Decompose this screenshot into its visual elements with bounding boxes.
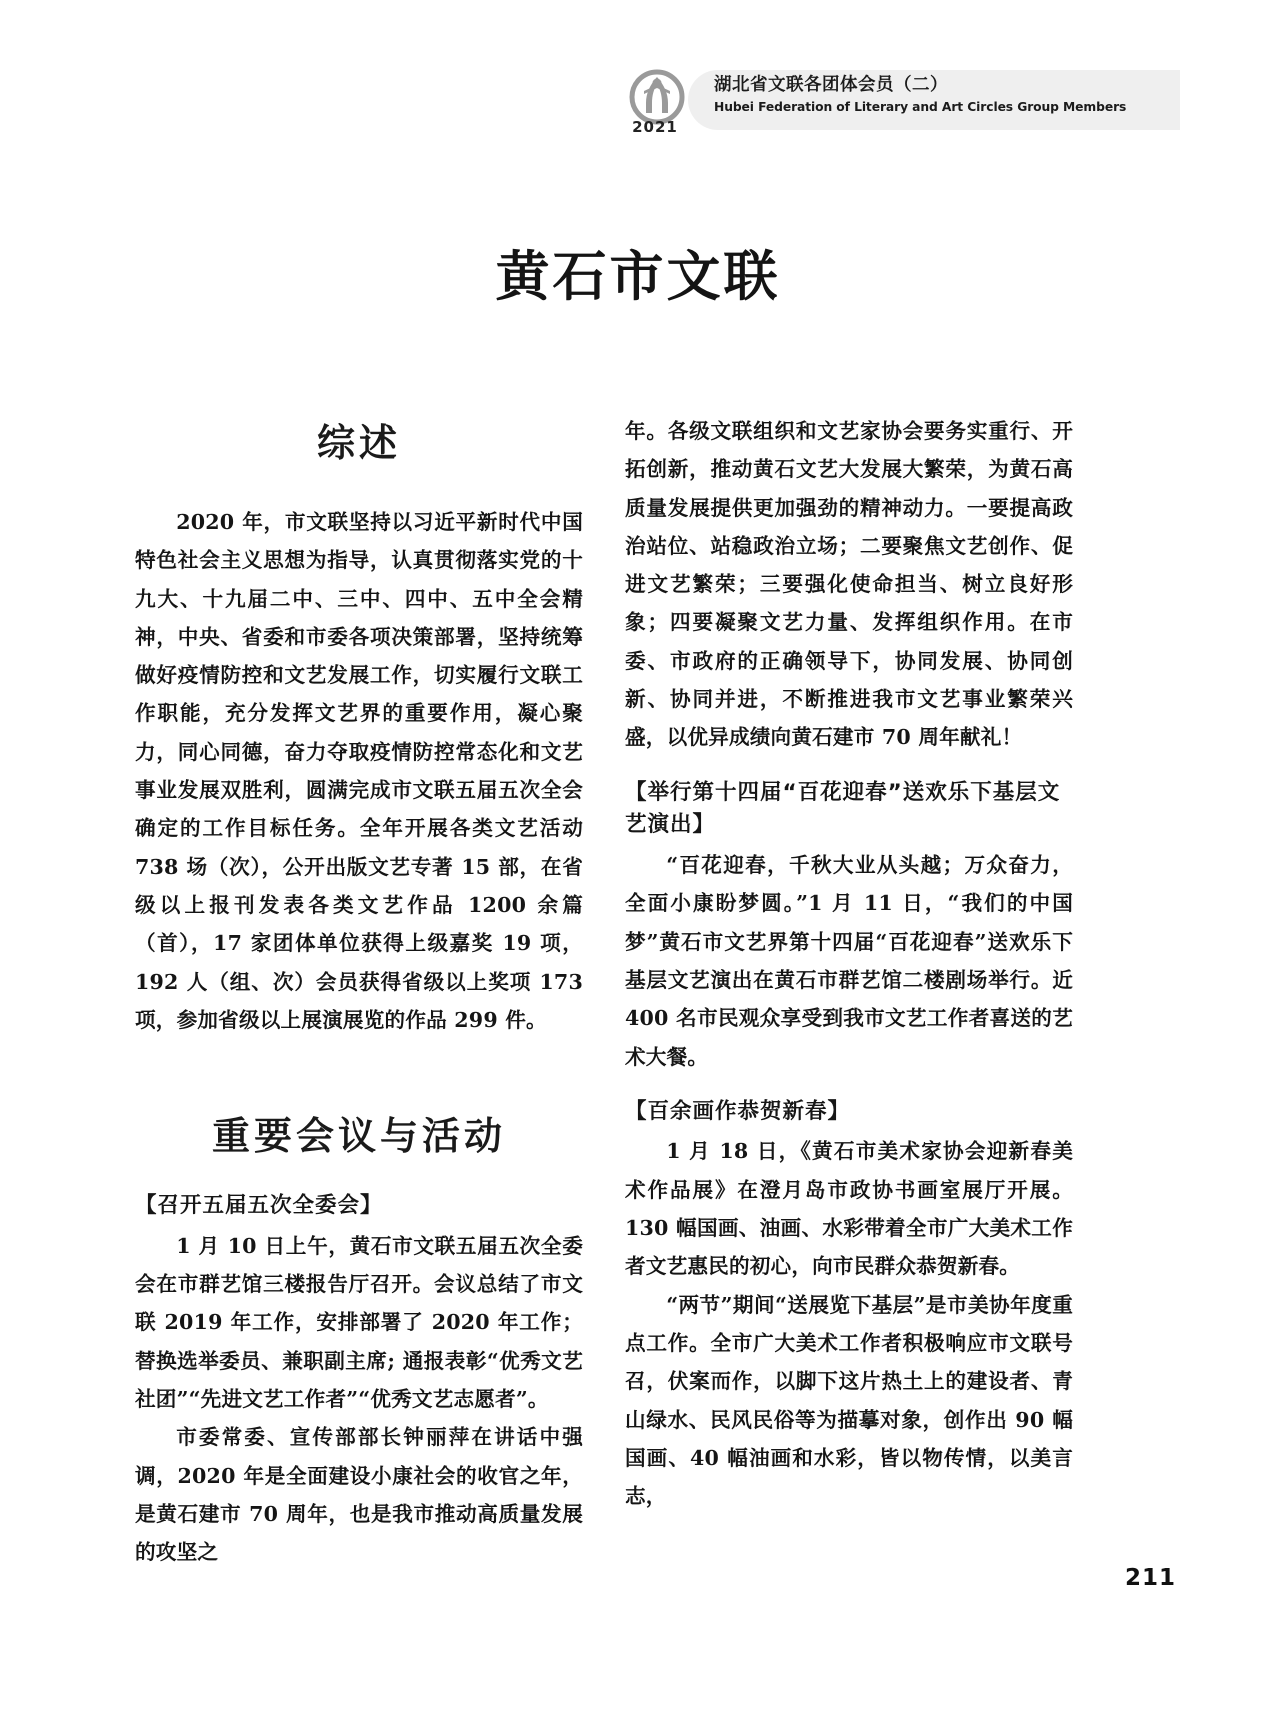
paintings-paragraph-2: “两节”期间“送展览下基层”是市美协年度重点工作。全市广大美术工作者积极响应市文联号召，伏案而作，以脚下这片热土上的建设者、青山绿水、民风民俗等为描摹对象，创作出 90 幅国画、40 幅油画和水彩，皆以物传情，以美言志， [625, 1292, 1073, 1509]
subsection-heading-plenary: 【召开五届五次全委会】 [135, 1193, 383, 1219]
right-column [625, 412, 1073, 1515]
body-columns [0, 412, 1276, 1565]
header-title-cn: 湖北省文联各团体会员（二） [714, 75, 948, 95]
left-column [135, 412, 583, 1572]
subsection-heading-performance: 【举行第十四届“百花迎春”送欢乐下基层文艺演出】 [625, 779, 1061, 838]
section-heading-overview: 综述 [316, 421, 401, 465]
running-header-text [714, 75, 1174, 114]
continued-paragraph: 年。各级文联组织和文艺家协会要务实重行、开拓创新，推动黄石文艺大发展大繁荣，为黄石高质量发展提供更加强劲的精神动力。一要提高政治站位、站稳政治立场；二要聚焦文艺创作、促进文艺繁荣；三要强化使命担当、树立良好形象；四要凝聚文艺力量、发挥组织作用。在市委、市政府的正确领导下，协同发展、协同创新、协同并进，不断推进我市文艺事业繁荣兴盛，以优异成绩向黄石建市 70 周年献礼！ [625, 419, 1073, 750]
meeting-paragraph-2: 市委常委、宣传部部长钟丽萍在讲话中强调，2020 年是全面建设小康社会的收官之年，是黄石建市 70 周年，也是我市推动高质量发展的攻坚之 [135, 1425, 583, 1565]
overview-paragraph: 2020 年，市文联坚持以习近平新时代中国特色社会主义思想为指导，认真贯彻落实党的十九大、十九届二中、三中、四中、五中全会精神，中央、省委和市委各项决策部署，坚持统筹做好疫情防控和文艺发展工作，切实履行文联工作职能，充分发挥文艺界的重要作用，凝心聚力，同心同德，奋力夺取疫情防控常态化和文艺事业发展双胜利，圆满完成市文联五届五次全会确定的工作目标任务。全年开展各类文艺活动 738 场（次），公开出版文艺专著 15 部，在省级以上报刊发表各类文艺作品 1200 余篇（首），17 家团体单位获得上级嘉奖 19 项，192 人（组、次）会员获得省级以上奖项 173 项，参加省级以上展演展览的作品 299 件。 [135, 510, 583, 1032]
page-number: 211 [1124, 1565, 1176, 1591]
meeting-paragraph-1: 1 月 10 日上午，黄石市文联五届五次全委会在市群艺馆三楼报告厅召开。会议总结了市文联 2019 年工作，安排部署了 2020 年工作；替换选举委员、兼职副主席; 通报表彰“优秀文艺社团”“先进文艺工作者”“优秀文艺志愿者”。 [135, 1233, 583, 1412]
header-year: 2021 [632, 118, 678, 136]
page-title: 黄石市文联 [495, 244, 781, 309]
performance-paragraph: “百花迎春，千秋大业从头越；万众奋力，全面小康盼梦圆。”1 月 11 日，“我们的中国梦”黄石市文艺界第十四届“百花迎春”送欢乐下基层文艺演出在黄石市群艺馆二楼剧场举行。近 400 名市民观众享受到我市文艺工作者喜送的艺术大餐。 [625, 853, 1073, 1069]
section-heading-meetings: 重要会议与活动 [211, 1114, 506, 1159]
subsection-heading-paintings: 【百余画作恭贺新春】 [625, 1098, 851, 1124]
paintings-paragraph-1: 1 月 18 日，《黄石市美术家协会迎新春美术作品展》在澄月岛市政协书画室展厅开展。130 幅国画、油画、水彩带着全市广大美术工作者文艺惠民的初心，向市民群众恭贺新春。 [625, 1139, 1073, 1279]
header-title-en: Hubei Federation of Literary and Art Circles Group Members [714, 99, 1127, 114]
running-header [620, 63, 1180, 136]
